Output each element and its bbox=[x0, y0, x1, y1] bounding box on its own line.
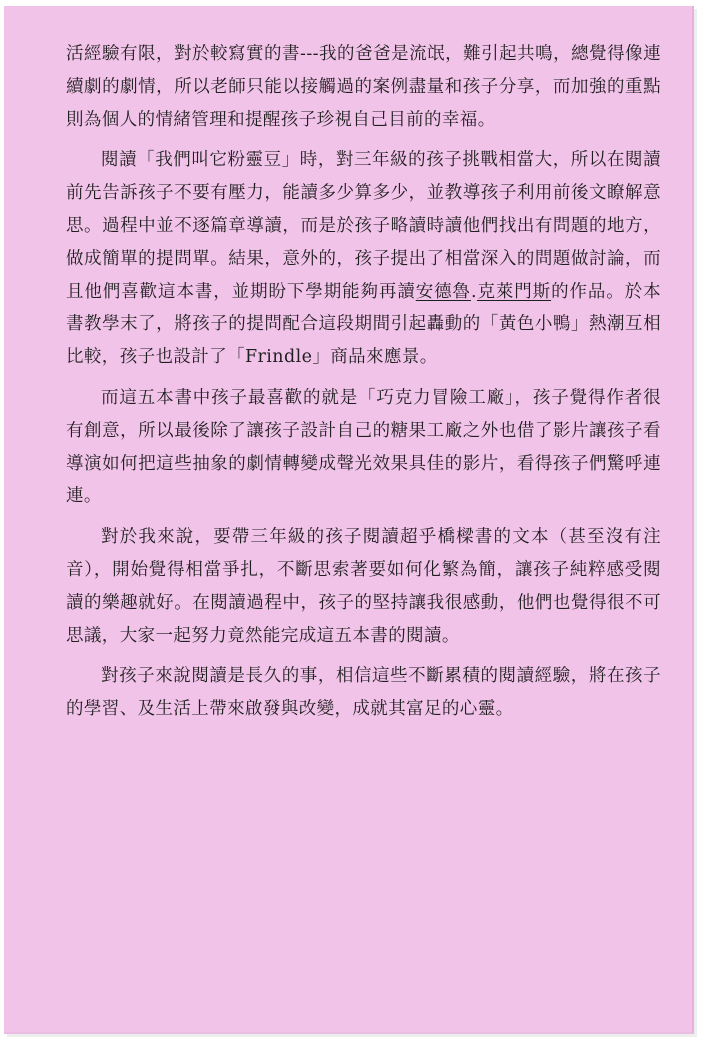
paragraph-p4 bbox=[66, 521, 661, 652]
paragraph-text: 的作品。於本書教學末了，將孩子的提問配合這段期間引起轟動的「黃色小鴨」熱潮互相比較，孩子也設計了「Frindle」商品來應景。 bbox=[66, 281, 662, 368]
paragraph-text: . bbox=[470, 281, 477, 302]
paragraph-text: 活經驗有限，對於較寫實的書---我的爸爸是流氓，難引起共鳴，總覺得像連續劇的劇情，所以老師只能以接觸過的案例盡量和孩子分享，而加強的重點則為個人的情緒管理和提醒孩子珍視自己目前的幸福。 bbox=[66, 44, 661, 130]
document-body bbox=[66, 38, 661, 734]
paragraph-text: 對於我來說，要帶三年級的孩子閱讀超乎橋樑書的文本（甚至沒有注音），開始覺得相當爭扎，不斷思索著要如何化繁為簡，讓孩子純粹感受閱讀的樂趣就好。在閱讀過程中，孩子的堅持讓我很感動，他們也覺得很不可思議，大家一起努力竟然能完成這五本書的閱讀。 bbox=[66, 527, 661, 646]
paragraph-text: 對孩子來說閱讀是長久的事，相信這些不斷累積的閱讀經驗，將在孩子的學習、及生活上帶來啟發與改變，成就其富足的心靈。 bbox=[66, 666, 661, 720]
paragraph-p2 bbox=[66, 144, 661, 374]
paragraph-p1 bbox=[66, 38, 661, 136]
underlined-name: 安德魯 bbox=[415, 281, 471, 302]
paper-sheet bbox=[4, 6, 694, 1034]
paragraph-p5 bbox=[66, 660, 661, 726]
paragraph-text: 而這五本書中孩子最喜歡的就是「巧克力冒險工廠」，孩子覺得作者很有創意，所以最後除了讓孩子設計自己的糖果工廠之外也借了影片讓孩子看導演如何把這些抽象的劇情轉變成聲光效果具佳的影片，看得孩子們驚呼連連。 bbox=[66, 387, 661, 507]
paragraph-p3 bbox=[66, 382, 661, 513]
paragraph-text: 閱讀「我們叫它粉靈豆」時，對三年級的孩子挑戰相當大，所以在閱讀前先告訴孩子不要有壓力，能讀多少算多少，並教導孩子利用前後文瞭解意思。過程中並不逐篇章導讀，而是於孩子略讀時讀他們找出有問題的地方，做成簡單的提問單。結果，意外的，孩子提出了相當深入的問題做討論，而且他們喜歡這本書，並期盼下學期能夠再讀 bbox=[66, 150, 661, 302]
underlined-name: 克萊門斯 bbox=[476, 281, 552, 302]
